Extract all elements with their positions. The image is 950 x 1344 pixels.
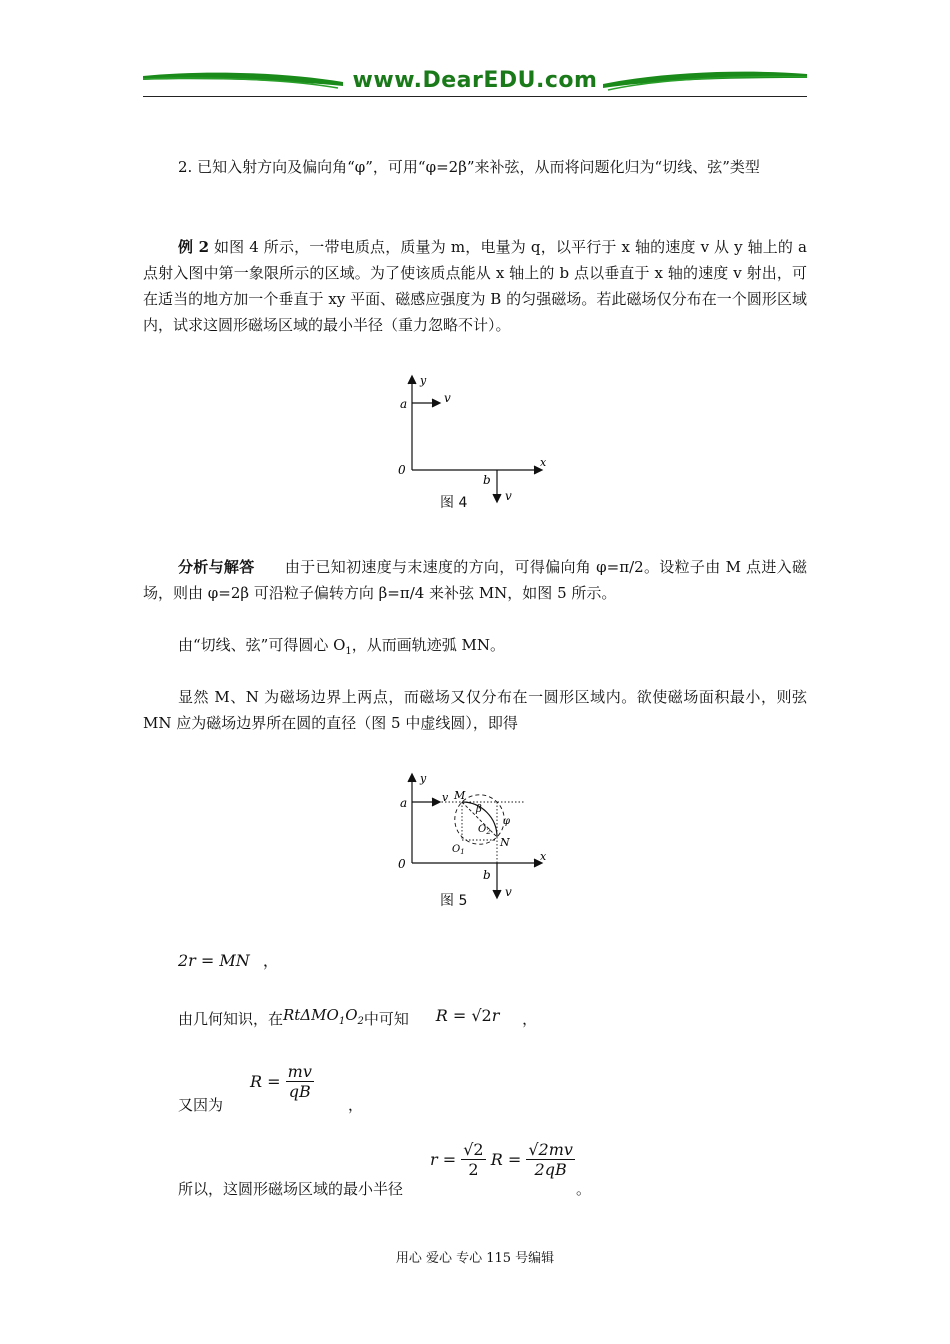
fig5-b-label: b	[483, 868, 491, 882]
fig5-beta-label: β	[476, 804, 482, 815]
center-text-after: ，从而画轨迹弧 MN。	[351, 636, 506, 654]
center-text-before: 由“切线、弦”可得圆心 O	[178, 636, 346, 654]
geometry-prefix: 由几何知识，在	[178, 1010, 284, 1028]
geometry-line	[178, 1008, 537, 1031]
result-formula	[430, 1140, 575, 1179]
center-paragraph	[143, 632, 807, 665]
formula-2r-MN-tail: ，	[262, 951, 279, 970]
fig5-phi-label: φ	[503, 816, 511, 827]
fig5-M-label: M	[454, 789, 466, 802]
fig5-v-label-b: v	[505, 885, 512, 899]
fig5-velocity-b-head	[493, 890, 501, 898]
example-2-paragraph	[143, 234, 807, 338]
figure-4	[390, 370, 560, 515]
fig5-a-label: a	[400, 796, 408, 810]
site-logo-text: www.DearEDU.com	[352, 68, 598, 93]
figure-5	[390, 768, 560, 913]
section-2-text: 2. 已知入射方向及偏向角“φ”，可用“φ=2β”来补弦，从而将问题化归为“切线、弦”类型	[178, 158, 760, 176]
result-prefix: 所以，这圆形磁场区域的最小半径	[178, 1180, 404, 1198]
result-tail: 。	[576, 1180, 592, 1198]
fig5-x-label: x	[540, 850, 547, 863]
fig4-velocity-a-head	[432, 399, 440, 407]
result-mid: R =	[490, 1150, 522, 1169]
fig4-b-label: b	[483, 473, 491, 487]
because-fraction: $\frac{mv}{qB}$	[287, 1062, 312, 1101]
fig4-v-label-a: v	[444, 391, 451, 405]
result-fraction-2: $\frac{√2mv}{2qB}$	[528, 1140, 573, 1179]
formula-2r-MN	[178, 948, 279, 971]
figure-5-caption: 图 5	[440, 893, 468, 909]
analysis-text: 由于已知初速度与末速度的方向，可得偏向角 φ=π/2。设粒子由 M 点进入磁场，则由 φ=2β 可沿粒子偏转方向 β=π/4 来补弦 MN，如图 5 所示。	[143, 558, 807, 602]
geometry-result: R = √2r	[435, 1006, 500, 1025]
diameter-text: 显然 M、N 为磁场边界上两点，而磁场又仅分布在一圆形区域内。欲使磁场面积最小，则弦 MN 应为磁场边界所在圆的直径（图 5 中虚线圆），即得	[143, 688, 807, 732]
fig5-y-arrowhead	[408, 774, 416, 782]
center-subscript: 1	[345, 646, 352, 657]
fig4-y-label: y	[420, 374, 427, 387]
because-lhs: R =	[250, 1072, 281, 1091]
analysis-label: 分析与解答	[178, 558, 255, 576]
fig4-v-label-b: v	[505, 489, 512, 503]
triangle-expr: $Rt\Delta MO_1O_2$	[283, 1006, 364, 1027]
result-fraction-1: $\frac{√2}{2}$	[463, 1140, 484, 1179]
geometry-suffix: 中可知	[363, 1010, 409, 1028]
figure-4-caption: 图 4	[440, 495, 468, 511]
example-text: 如图 4 所示，一带电质点，质量为 m，电量为 q，以平行于 x 轴的速度 v 从 y 轴上的 a 点射入图中第一象限所示的区域。为了使该质点能从 x 轴上的 b 点以垂直于 x 轴的速度 v 射出，可在适当的地方加一个垂直于 xy 平面、磁感应强度为 B 的匀强磁场。若此磁场仅分布在一个圆形区域内，试求这圆形磁场区域的最小半径（重力忽略不计）。	[143, 238, 807, 334]
example-label: 例 2	[178, 238, 210, 256]
fig5-y-label: y	[420, 772, 427, 785]
fig5-v-label-a: v	[442, 791, 449, 804]
fig5-O2-label: $O_2$	[478, 824, 491, 836]
fig4-velocity-b-head	[493, 494, 501, 502]
fig4-a-label: a	[400, 397, 408, 411]
fig5-origin-label: 0	[398, 857, 406, 871]
diameter-paragraph	[143, 684, 807, 736]
fig5-N-label: N	[500, 836, 510, 849]
result-lhs: r =	[430, 1150, 457, 1169]
formula-2r-MN-expr: 2r = MN	[178, 951, 250, 970]
because-formula	[250, 1062, 314, 1101]
section-2-heading	[143, 154, 807, 180]
geometry-tail: ，	[522, 1010, 538, 1028]
page-footer: 用心 爱心 专心 115 号编辑	[395, 1251, 555, 1266]
header-rule	[143, 96, 807, 97]
analysis-paragraph	[143, 554, 807, 606]
fig4-origin-label: 0	[398, 463, 406, 477]
fig5-O1-label: $O_1$	[452, 844, 465, 856]
because-prefix: 又因为	[178, 1096, 224, 1114]
because-tail: ，	[348, 1096, 364, 1114]
fig4-y-arrowhead	[408, 376, 416, 384]
fig4-x-label: x	[540, 456, 547, 469]
